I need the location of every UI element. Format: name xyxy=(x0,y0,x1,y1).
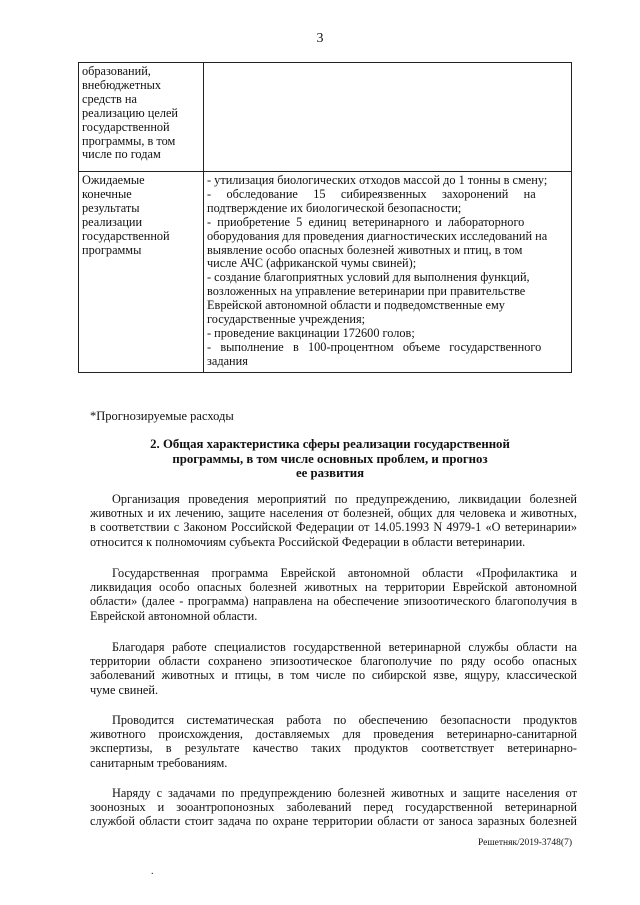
result-line: Еврейской автономной области и подведомственные ему xyxy=(207,298,505,313)
result-line: - проведение вакцинации 172600 голов; xyxy=(207,325,415,340)
page-number: 3 xyxy=(316,31,324,46)
paragraph-line: зоонозных и зооантропонозных заболеваний перед государственной ветеринарной xyxy=(90,800,577,815)
cell-line: образований, xyxy=(82,64,151,78)
result-line: задания xyxy=(207,353,248,368)
paragraph-line: территории области сохранено эпизоотическое благополучие по ряду особо опасных xyxy=(90,654,577,669)
cell-line: государственной xyxy=(82,228,170,243)
cell-line: внебюджетных xyxy=(82,77,162,92)
paragraph-line: в соответствии с Законом Российской Федерации от 14.05.1993 N 4979-1 «О ветеринарии» xyxy=(90,520,577,535)
result-line: - приобретение 5 единиц ветеринарного и лабораторного xyxy=(207,214,525,229)
paragraph-line: относится к полномочиям субъекта Российской Федерации в области ветеринарии. xyxy=(90,534,526,549)
result-line: государственные учреждения; xyxy=(207,312,366,327)
cell-line: Ожидаемые xyxy=(82,173,145,187)
result-line: оборудования для проведения диагностических исследований на xyxy=(207,228,548,243)
cell-line: программы xyxy=(82,242,142,257)
paragraph-line: области» (далее - программа) направлена на обеспечение эпизоотического благополучия в xyxy=(90,594,577,609)
program-passport-table xyxy=(78,62,572,373)
paragraph-line: Наряду с задачами по предупреждению болезней животных и защите населения от xyxy=(112,786,577,800)
result-line: числе АЧС (африканской чумы свиней); xyxy=(207,256,417,271)
table-cell-value xyxy=(204,172,572,373)
cell-line: реализацию целей xyxy=(82,105,178,120)
paragraph xyxy=(90,786,577,829)
cell-line: государственной xyxy=(82,119,170,134)
paragraph-line: службой области стоит задача по охране территории области от заноса заразных болезней xyxy=(90,814,577,829)
paragraph-line: животных и их лечению, защите населения от болезней, общих для человека и животных, xyxy=(90,506,577,521)
result-line: - создание благоприятных условий для выполнения функций, xyxy=(207,270,530,285)
paragraph xyxy=(90,566,577,623)
footnote: *Прогнозируемые расходы xyxy=(90,409,234,423)
cell-line: средств на xyxy=(82,91,137,106)
paragraph-line: Еврейской автономной области. xyxy=(90,608,258,623)
paragraph-line: Организация проведения мероприятий по предупреждению, ликвидации болезней xyxy=(112,492,577,506)
cell-line: результаты xyxy=(82,200,140,215)
document-code: Решетняк/2019-3748(7) xyxy=(477,838,572,848)
paragraph-line: чуме свиней. xyxy=(90,682,159,697)
paragraph-line: Государственная программа Еврейской автономной области «Профилактика и xyxy=(112,566,577,580)
result-line: - обследование 15 сибиреязвенных захоронений на xyxy=(207,186,536,201)
result-line: - выполнение в 100-процентном объеме государственного xyxy=(207,339,542,354)
paragraph-line: заболеваний животных и птицы, в том числе по сибирской язве, ящуру, классической xyxy=(90,668,577,683)
section-heading xyxy=(100,437,560,481)
heading-line: программы, в том числе основных проблем, и прогноз xyxy=(172,451,488,466)
result-line: - утилизация биологических отходов массой до 1 тонны в смену; xyxy=(207,173,548,187)
cell-line: числе по годам xyxy=(82,147,161,162)
stray-mark: . xyxy=(151,866,154,877)
paragraph-line: ликвидация особо опасных болезней животных на территории Еврейской автономной xyxy=(90,580,577,595)
table-cell-value xyxy=(204,63,572,172)
result-line: подтверждение их биологической безопасности; xyxy=(207,200,462,215)
cell-line: программы, в том xyxy=(82,133,176,148)
result-line: возложенных на управление ветеринарии при правительстве xyxy=(207,284,526,299)
table-row xyxy=(79,172,572,373)
cell-line: реализации xyxy=(82,214,143,229)
paragraph xyxy=(90,492,577,549)
paragraph xyxy=(90,713,577,770)
cell-line: конечные xyxy=(82,186,132,201)
paragraph-line: животного происхождения, доставляемых для проведения ветеринарно-санитарной xyxy=(90,727,577,742)
table-cell-label xyxy=(79,172,204,373)
table-cell-label xyxy=(79,63,204,172)
paragraph-line: Проводится систематическая работа по обеспечению безопасности продуктов xyxy=(112,713,577,727)
heading-line: 2. Общая характеристика сферы реализации государственной xyxy=(150,437,510,451)
paragraph-line: санитарным требованиям. xyxy=(90,755,228,770)
paragraph-line: Благодаря работе специалистов государственной ветеринарной службы области на xyxy=(112,640,577,654)
paragraph xyxy=(90,640,577,697)
result-line: выявление особо опасных болезней животных и птиц, в том xyxy=(207,242,523,257)
heading-line: ее развития xyxy=(295,466,365,480)
table-row xyxy=(79,63,572,172)
paragraph-line: экспертизы, в результате качество таких продуктов соответствует ветеринарно- xyxy=(90,741,577,756)
